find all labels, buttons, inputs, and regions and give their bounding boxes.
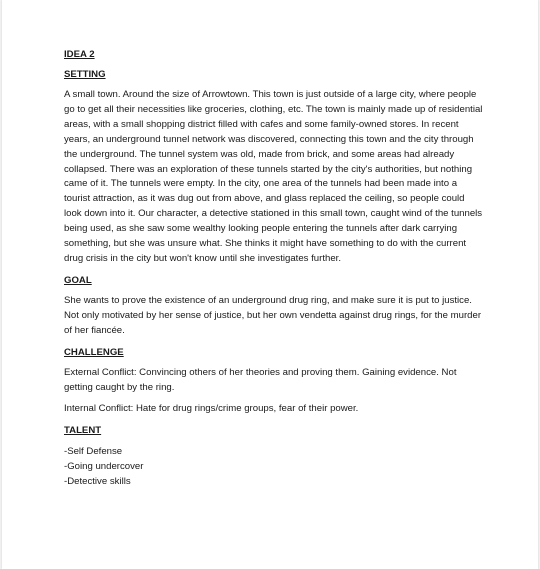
setting-paragraph: A small town. Around the size of Arrowtown. This town is just outside of a large city, where people go to get all their necessities like groceries, clothing, etc. The town is mainly made up of residential areas, with a small shopping district filled with cafes and some family-owned stores. In recent years, an underground tunnel network was discovered, connecting this town and the city through the underground. The tunnel system was old, made from brick, and some areas had already collapsed. There was an exploration of these tunnels started by the city's authorities, but nothing came of it. The tunnels were empty. In the city, one area of the tunnels had been made into a tourist attraction, as it was dug out from above, and glass replaced the ceiling, so people could look down into it. Our character, a detective stationed in this small town, caught wind of the tunnels being used, as she saw some wealthy looking people entering the tunnels after dark carrying something, but she was unsure what. She thinks it might have something to do with the current drug crisis in the city but won't know until she investigates further.	[64, 89, 483, 264]
goal-paragraph: She wants to prove the existence of an underground drug ring, and make sure it is put to justice. Not only motivated by her sense of justice, but her own vendetta against drug rings, for the murder of her fiancée.	[64, 294, 482, 336]
document-page	[2, 0, 538, 569]
internal-conflict-paragraph: Internal Conflict: Hate for drug rings/crime groups, fear of their power.	[64, 403, 359, 415]
setting-heading: SETTING	[64, 69, 106, 80]
talent-item: -Going undercover	[64, 461, 144, 473]
goal-heading: GOAL	[64, 274, 92, 286]
talent-heading: TALENT	[64, 425, 102, 437]
idea-title: IDEA 2	[64, 49, 95, 60]
external-conflict-paragraph: External Conflict: Convincing others of her theories and proving them. Gaining evidence. Not getting caught by the ring.	[64, 366, 457, 393]
challenge-heading: CHALLENGE	[64, 346, 124, 358]
talent-list	[64, 444, 484, 489]
talent-item: -Detective skills	[64, 476, 131, 488]
document-body	[64, 48, 484, 489]
talent-item: -Self Defense	[64, 446, 123, 458]
